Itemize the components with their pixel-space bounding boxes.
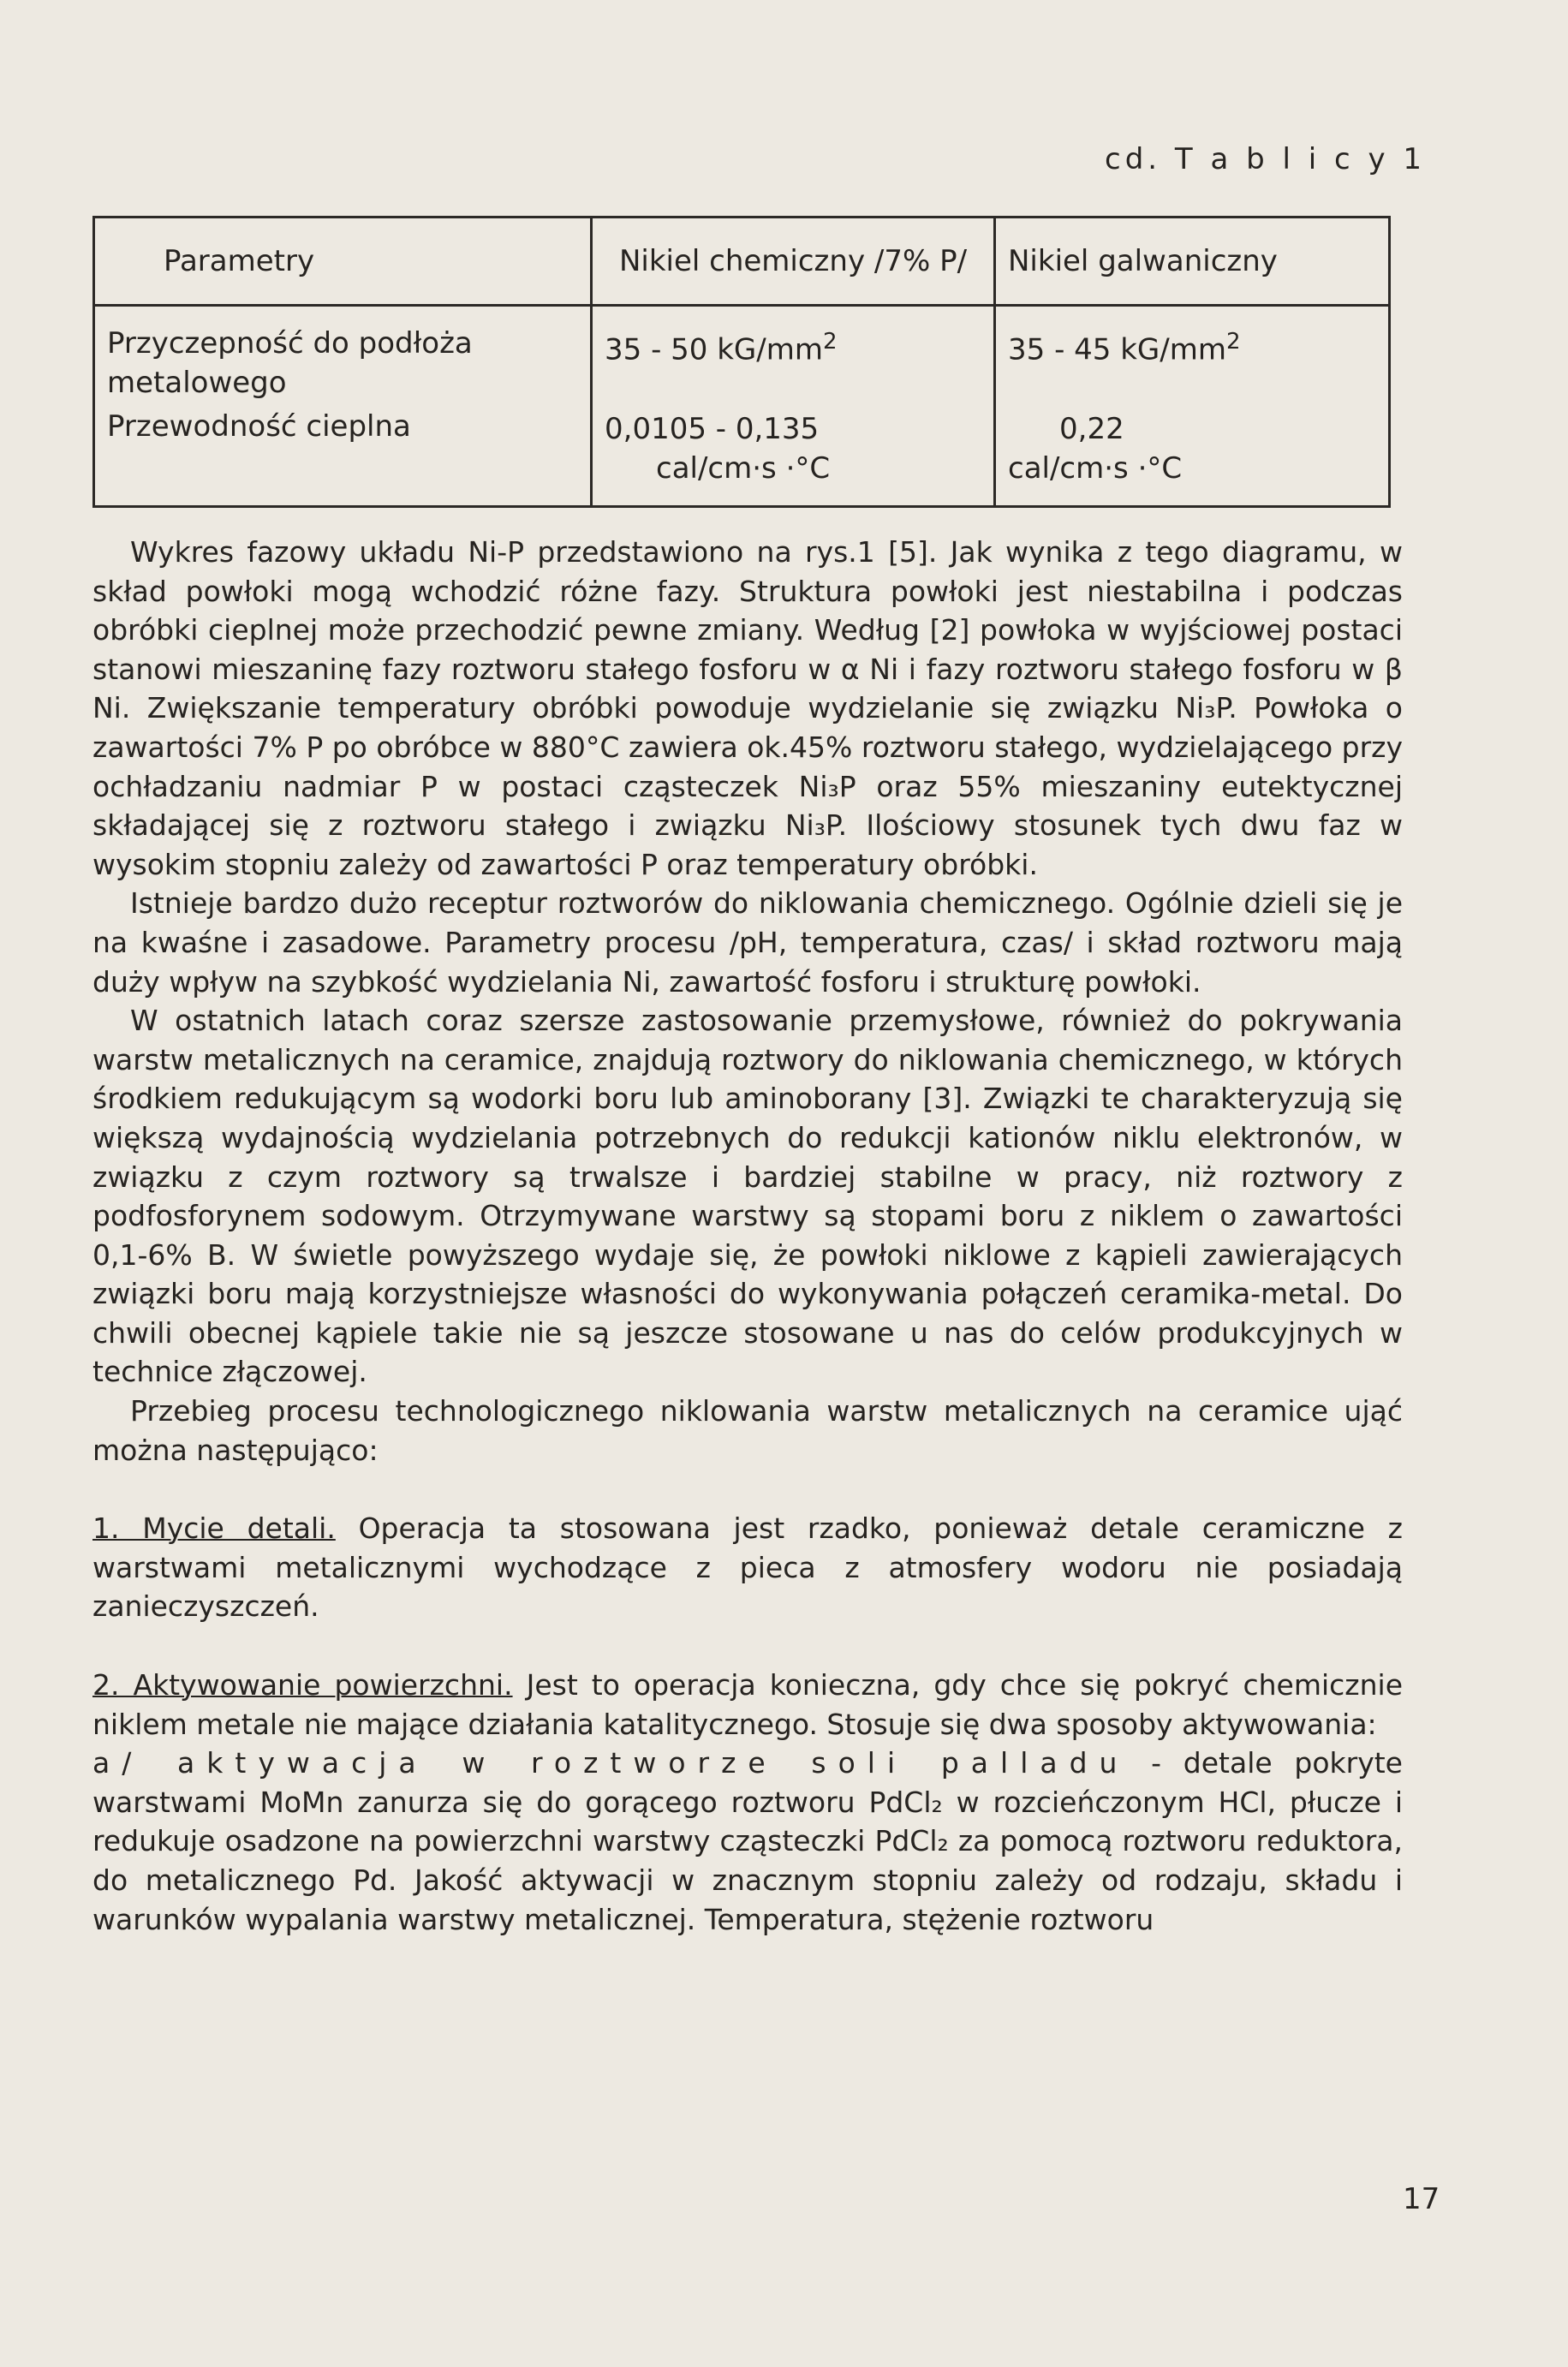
table-continuation-header: cd. T a b l i c y 1 [1105, 142, 1427, 176]
galv-value: 35 - 45 kG/mm [1008, 332, 1226, 367]
section-2 [92, 1666, 1403, 1744]
table-cell-param [94, 402, 592, 507]
section-2-title: 2. Aktywowanie powierzchni. [92, 1668, 513, 1702]
section-2a-text: - detale pokryte warstwami MoMn zanurza się do gorącego roztworu PdCl₂ w rozcieńczonym HCl, płucze i redukuje osadzone na powierzchni warstwy cząsteczki PdCl₂ za pomocą roztworu reduktora, do metalicznego Pd. Jakość aktywacji w znacznym stopniu zależy od rodzaju, składu i warunków wypalania warstwy metalicznej. Temperatura, stężenie roztworu [92, 1746, 1403, 1936]
chem-unit: cal/cm·s ·°C [656, 451, 831, 486]
column-header-parametry: Parametry [94, 218, 592, 306]
table-cell-param [94, 306, 592, 403]
galv-exponent: 2 [1225, 329, 1241, 355]
table-cell-chem [592, 402, 995, 507]
body-text [92, 533, 1403, 1939]
chem-value: 35 - 50 kG/mm [605, 332, 823, 367]
parameters-table [92, 216, 1391, 508]
chem-exponent: 2 [822, 329, 838, 355]
section-1-text: Operacja ta stosowana jest rzadko, ponieważ detale ceramiczne z warstwami metalicznymi wychodzące z pieca z atmosfery wodoru nie posiadają zanieczyszczeń. [92, 1511, 1403, 1624]
table-header-row [94, 218, 1390, 306]
section-2a-label: a/ aktywacja w roztworze soli palladu [92, 1746, 1130, 1780]
paragraph: W ostatnich latach coraz szersze zastosowanie przemysłowe, również do pokrywania warstw metalicznych na ceramice, znajdują roztwory do niklowania chemicznego, w których środkiem redukującym są wodorki boru lub aminoborany [3]. Związki te charakteryzują się większą wydajnością wydzielania potrzebnych do redukcji kationów niklu elektronów, w związku z czym roztwory są trwalsze i bardziej stabilne w pracy, niż roztwory z podfosforynem sodowym. Otrzymywane warstwy są stopami boru z niklem o zawartości 0,1-6% B. W świetle powyższego wydaje się, że powłoki niklowe z kąpieli zawierających związki boru mają korzystniejsze własności do wykonywania połączeń ceramika-metal. Do chwili obecnej kąpiele takie nie są jeszcze stosowane u nas do celów produkcyjnych w technice złączowej. [92, 1004, 1403, 1389]
section-2-text: Jest to operacja konieczna, gdy chce się pokryć chemicznie niklem metale nie mające działania katalitycznego. Stosuje się dwa sposoby aktywowania: [92, 1668, 1403, 1741]
table-cell-chem [592, 306, 995, 403]
table-cell-galv [995, 306, 1390, 403]
section-1-title: 1. Mycie detali. [92, 1511, 336, 1546]
section-2a [92, 1744, 1403, 1939]
table-row [94, 306, 1390, 403]
chem-value: 0,0105 - 0,135 [605, 412, 820, 446]
param-label: Przewodność cieplna [107, 409, 411, 444]
param-label: Przyczepność do podłoża metalowego [107, 326, 473, 400]
table-row [94, 402, 1390, 507]
table-cell-galv [995, 402, 1390, 507]
galv-value: 0,22 [1059, 412, 1124, 446]
galv-unit: cal/cm·s ·°C [1008, 451, 1183, 486]
column-header-nikiel-chemiczny: Nikiel chemiczny /7% P/ [592, 218, 995, 306]
paragraph: Istnieje bardzo dużo receptur roztworów do niklowania chemicznego. Ogólnie dzieli się je na kwaśne i zasadowe. Parametry procesu /pH, temperatura, czas/ i skład roztworu mają duży wpływ na szybkość wydzielania Ni, zawartość fosforu i strukturę powłoki. [92, 886, 1403, 999]
section-1 [92, 1509, 1403, 1626]
column-header-nikiel-galwaniczny: Nikiel galwaniczny [995, 218, 1390, 306]
paragraph: Wykres fazowy układu Ni-P przedstawiono na rys.1 [5]. Jak wynika z tego diagramu, w skład powłoki mogą wchodzić różne fazy. Struktura powłoki jest niestabilna i podczas obróbki cieplnej może przechodzić pewne zmiany. Według [2] powłoka w wyjściowej postaci stanowi mieszaninę fazy roztworu stałego fosforu w α Ni i fazy roztworu stałego fosforu w β Ni. Zwiększanie temperatury obróbki powoduje wydzielanie się związku Ni₃P. Powłoka o zawartości 7% P po obróbce w 880°C zawiera ok.45% roztworu stałego, wydzielającego przy ochładzaniu nadmiar P w postaci cząsteczek Ni₃P oraz 55% mieszaniny eutektycznej składającej się z roztworu stałego i związku Ni₃P. Ilościowy stosunek tych dwu faz w wysokim stopniu zależy od zawartości P oraz temperatury obróbki. [92, 535, 1403, 881]
paragraph: Przebieg procesu technologicznego niklowania warstw metalicznych na ceramice ująć można następująco: [92, 1394, 1403, 1467]
page-number: 17 [1403, 2182, 1440, 2216]
